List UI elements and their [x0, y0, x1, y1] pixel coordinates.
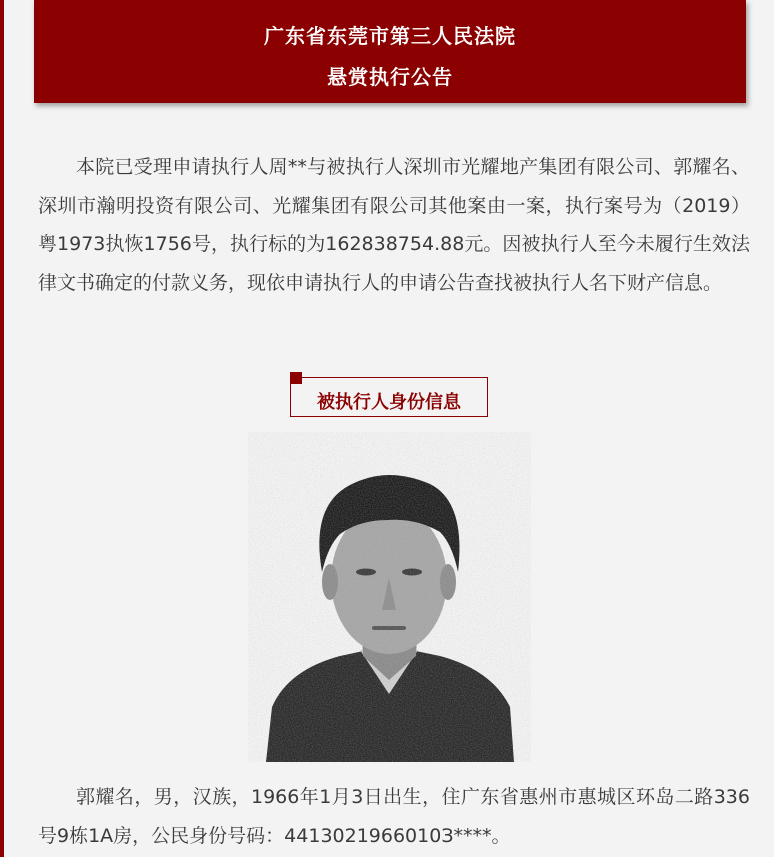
header-banner: [34, 0, 746, 103]
section-marker-icon: [290, 372, 302, 384]
notice-body-paragraph: 本院已受理申请执行人周**与被执行人深圳市光耀地产集团有限公司、郭耀名、深圳市瀚明投资有限公司、光耀集团有限公司其他案由一案，执行案号为（2019）粤1973执恢1756号，执行标的为162838754.88元。因被执行人至今未履行生效法律文书确定的付款义务，现依申请执行人的申请公告查找被执行人名下财产信息。: [38, 156, 750, 294]
section-label-text: 被执行人身份信息: [317, 392, 461, 413]
person-portrait-icon: [248, 432, 531, 762]
person-bio-paragraph: 郭耀名，男，汉族，1966年1月3日出生，住广东省惠州市惠城区环岛二路336号9栋1A房，公民身份号码：4413021966010З****。: [38, 786, 750, 847]
person-photo: [248, 432, 531, 762]
court-name: 广东省东莞市第三人民法院: [264, 24, 516, 48]
left-accent-rule: [0, 0, 4, 857]
notice-title: 悬赏执行公告: [327, 65, 453, 89]
section-label: [290, 377, 488, 417]
